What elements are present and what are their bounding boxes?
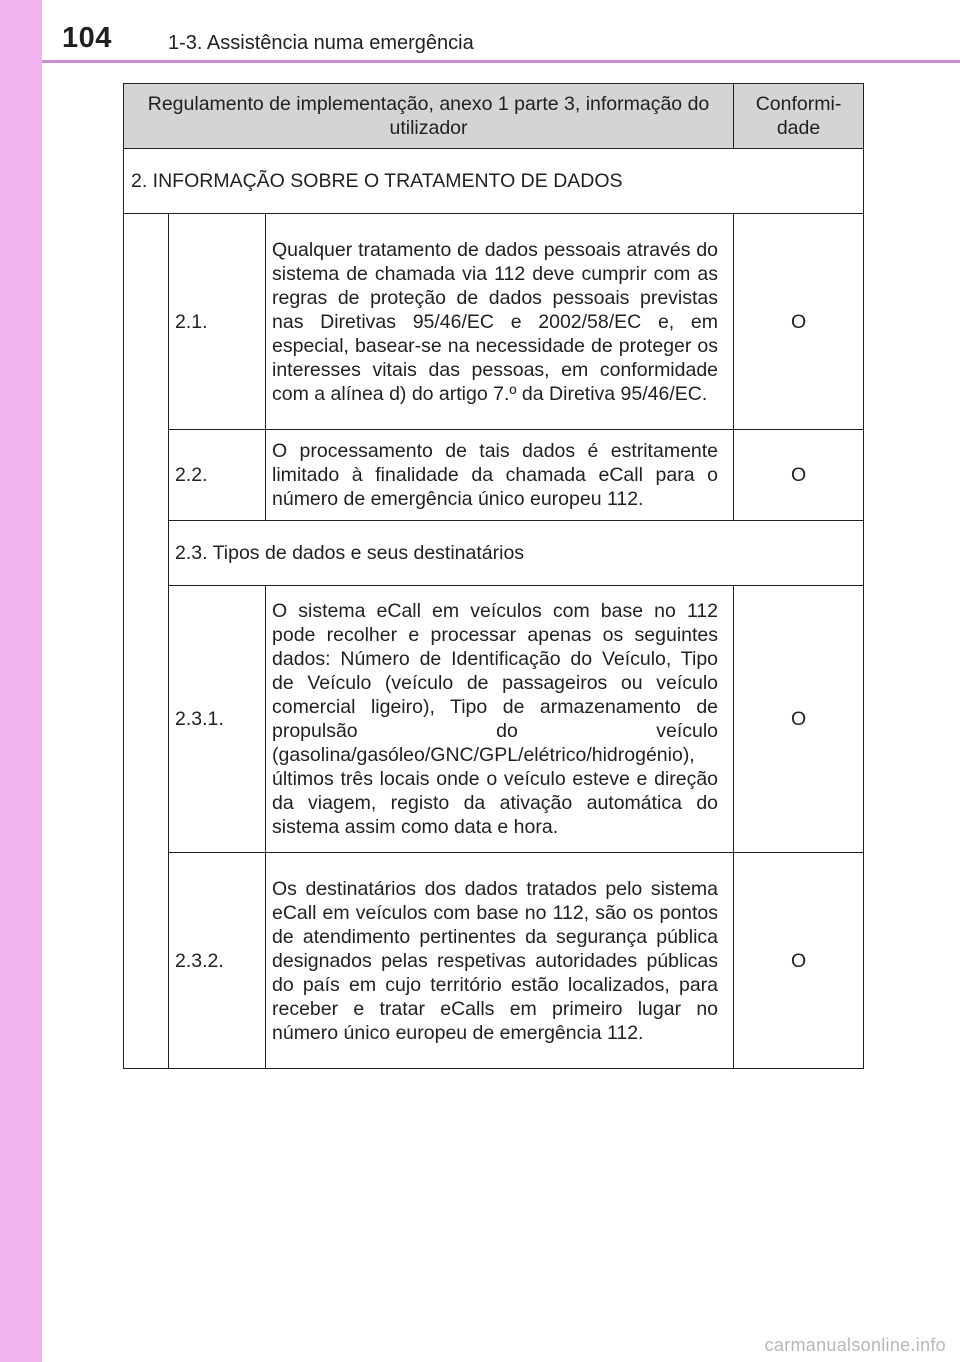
- section-heading-row: [124, 149, 864, 214]
- row-number: 2.3.2.: [169, 853, 266, 1069]
- row-text: O sistema eCall em veículos com base no 112 pode recolher e processar apenas os seguintes dados: Número de Identificação do Veículo, Tipo de Veículo (veículo de passageiros ou veículo comercial ligeiro), Tipo de armazenamento de propulsão do veículo (gasolina/gasóleo/GNC/GPL/elétrico/hidrogénio), últimos três locais onde o veículo esteve e direção da viagem, registo da ativação automática do sistema assim como data e hora.: [266, 586, 734, 853]
- section-heading: 2. INFORMAÇÃO SOBRE O TRATAMENTO DE DADOS: [124, 149, 864, 214]
- row-number: 2.1.: [169, 214, 266, 430]
- row-text: O processamento de tais dados é estritamente limitado à finalidade da chamada eCall para o número de emergência único europeu 112.: [266, 430, 734, 521]
- column-header-conformity: Conformi- dade: [734, 84, 864, 149]
- header-divider: [42, 60, 960, 63]
- row-conformity: O: [734, 214, 864, 430]
- row-number: 2.2.: [169, 430, 266, 521]
- table-row: [124, 214, 864, 430]
- table-row: [124, 430, 864, 521]
- table-row: [124, 853, 864, 1069]
- row-conformity: O: [734, 586, 864, 853]
- subsection-heading: 2.3. Tipos de dados e seus destinatários: [169, 521, 864, 586]
- section-title: 1-3. Assistência numa emergência: [168, 32, 474, 54]
- page-number: 104: [62, 22, 112, 54]
- regulation-table: [123, 83, 864, 1069]
- row-number: 2.3.1.: [169, 586, 266, 853]
- row-text: Qualquer tratamento de dados pessoais através do sistema de chamada via 112 deve cumprir com as regras de proteção de dados pessoais previstas nas Diretivas 95/46/EC e 2002/58/EC e, em especial, basear-se na necessidade de proteger os interesses vitais das pessoas, em conformidade com a alínea d) do artigo 7.º da Diretiva 95/46/EC.: [266, 214, 734, 430]
- watermark: carmanualsonline.info: [764, 1335, 946, 1355]
- table-row: [124, 586, 864, 853]
- indent-cell: [124, 214, 169, 1069]
- side-band: [0, 0, 42, 1362]
- row-conformity: O: [734, 430, 864, 521]
- row-text: Os destinatários dos dados tratados pelo sistema eCall em veículos com base no 112, são os pontos de atendimento pertinentes da segurança pública designados pelas respetivas autoridades públicas do país em cujo território estão localizados, para receber e tratar eCalls em primeiro lugar no número único europeu de emergência 112.: [266, 853, 734, 1069]
- row-conformity: O: [734, 853, 864, 1069]
- column-header-regulation: Regulamento de implementação, anexo 1 parte 3, informação do utilizador: [124, 84, 734, 149]
- table-header-row: [124, 84, 864, 149]
- subsection-heading-row: [124, 521, 864, 586]
